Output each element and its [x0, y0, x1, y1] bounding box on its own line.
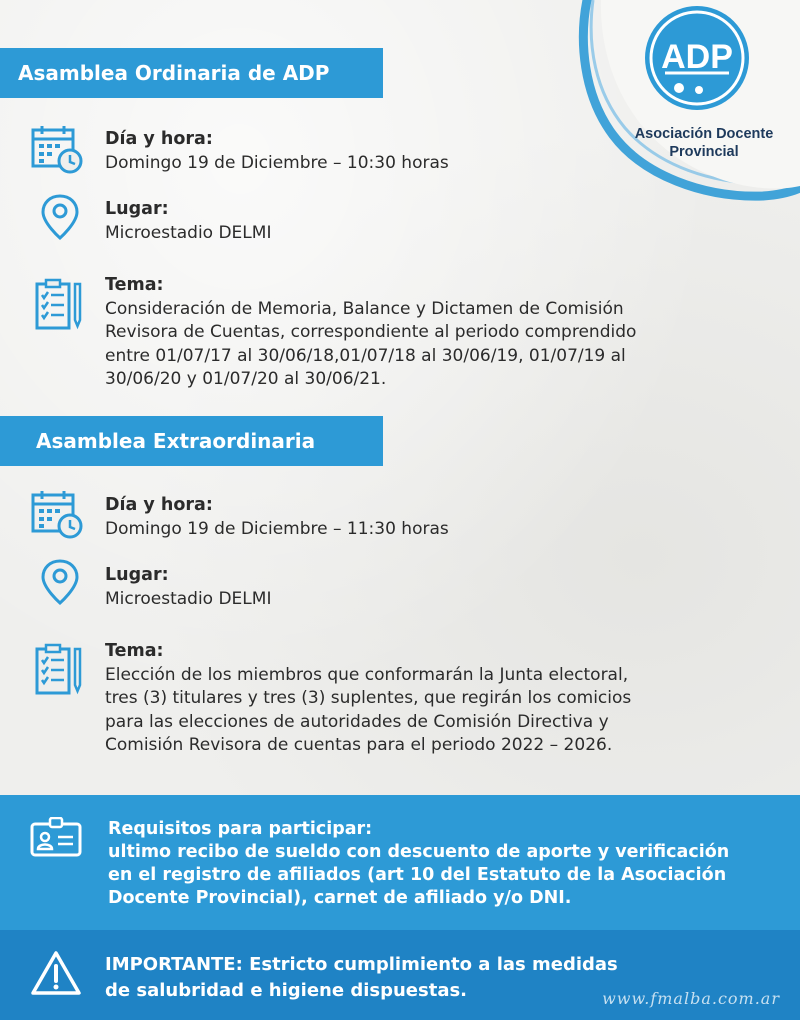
important-line: de salubridad e higiene dispuestas. [105, 980, 468, 1001]
section2-title: Asamblea Extraordinaria [36, 429, 316, 453]
topic-line: Comisión Revisora de cuentas para el periodo 2022 – 2026. [105, 735, 613, 755]
important-line: IMPORTANTE: Estricto cumplimiento a las medidas [105, 954, 618, 975]
topic-line: para las elecciones de autoridades de Comisión Directiva y [105, 711, 609, 732]
watermark: www.fmalba.com.ar [602, 989, 780, 1008]
section2-banner [0, 416, 383, 466]
requirements-label: Requisitos para participar: [108, 819, 373, 839]
warning-icon [30, 950, 82, 996]
calendar-clock-icon [30, 125, 84, 175]
place-label: Lugar: [105, 199, 169, 219]
requirements-panel [0, 795, 800, 930]
datetime-value: Domingo 19 de Diciembre – 10:30 horas [105, 152, 449, 173]
place-value: Microestadio DELMI [105, 222, 272, 243]
location-pin-icon [40, 558, 80, 606]
important-panel [0, 930, 800, 1020]
adp-logo [573, 0, 800, 208]
calendar-clock-icon [30, 490, 84, 540]
id-card-icon [30, 817, 82, 857]
topic-label: Tema: [105, 275, 164, 295]
section1-datetime [105, 128, 765, 175]
datetime-value: Domingo 19 de Diciembre – 11:30 horas [105, 518, 449, 539]
topic-label: Tema: [105, 641, 164, 661]
logo-name-line2: Provincial [669, 144, 739, 160]
section1-title: Asamblea Ordinaria de ADP [18, 61, 330, 85]
section2-topic [105, 640, 765, 758]
topic-line: Revisora de Cuentas, correspondiente al periodo comprendido [105, 322, 637, 342]
checklist-icon [34, 278, 84, 332]
section1-topic [105, 274, 765, 392]
section2-place [105, 564, 765, 611]
requirements-line: en el registro de afiliados (art 10 del Estatuto de la Asociación [108, 865, 727, 885]
section1-place [105, 198, 765, 245]
place-value: Microestadio DELMI [105, 588, 272, 609]
datetime-label: Día y hora: [105, 495, 213, 515]
section1-banner [0, 48, 383, 98]
topic-line: entre 01/07/17 al 30/06/18,01/07/18 al 30/06/19, 01/07/19 al [105, 345, 626, 366]
logo-letters: ADP [661, 38, 733, 76]
topic-line: 30/06/20 y 01/07/20 al 30/06/21. [105, 369, 387, 389]
location-pin-icon [40, 193, 80, 241]
place-label: Lugar: [105, 565, 169, 585]
requirements-line: ultimo recibo de sueldo con descuento de aporte y verificación [108, 842, 730, 862]
requirements-line: Docente Provincial), carnet de afiliado y/o DNI. [108, 888, 572, 908]
checklist-icon [34, 643, 84, 697]
requirements-text [108, 818, 788, 910]
datetime-label: Día y hora: [105, 129, 213, 149]
logo-name-line1: Asociación Docente [634, 126, 774, 142]
topic-line: Consideración de Memoria, Balance y Dictamen de Comisión [105, 298, 624, 319]
topic-line: Elección de los miembros que conformarán la Junta electoral, [105, 664, 629, 685]
section2-datetime [105, 494, 765, 541]
topic-line: tres (3) titulares y tres (3) suplentes, que regirán los comicios [105, 688, 632, 708]
